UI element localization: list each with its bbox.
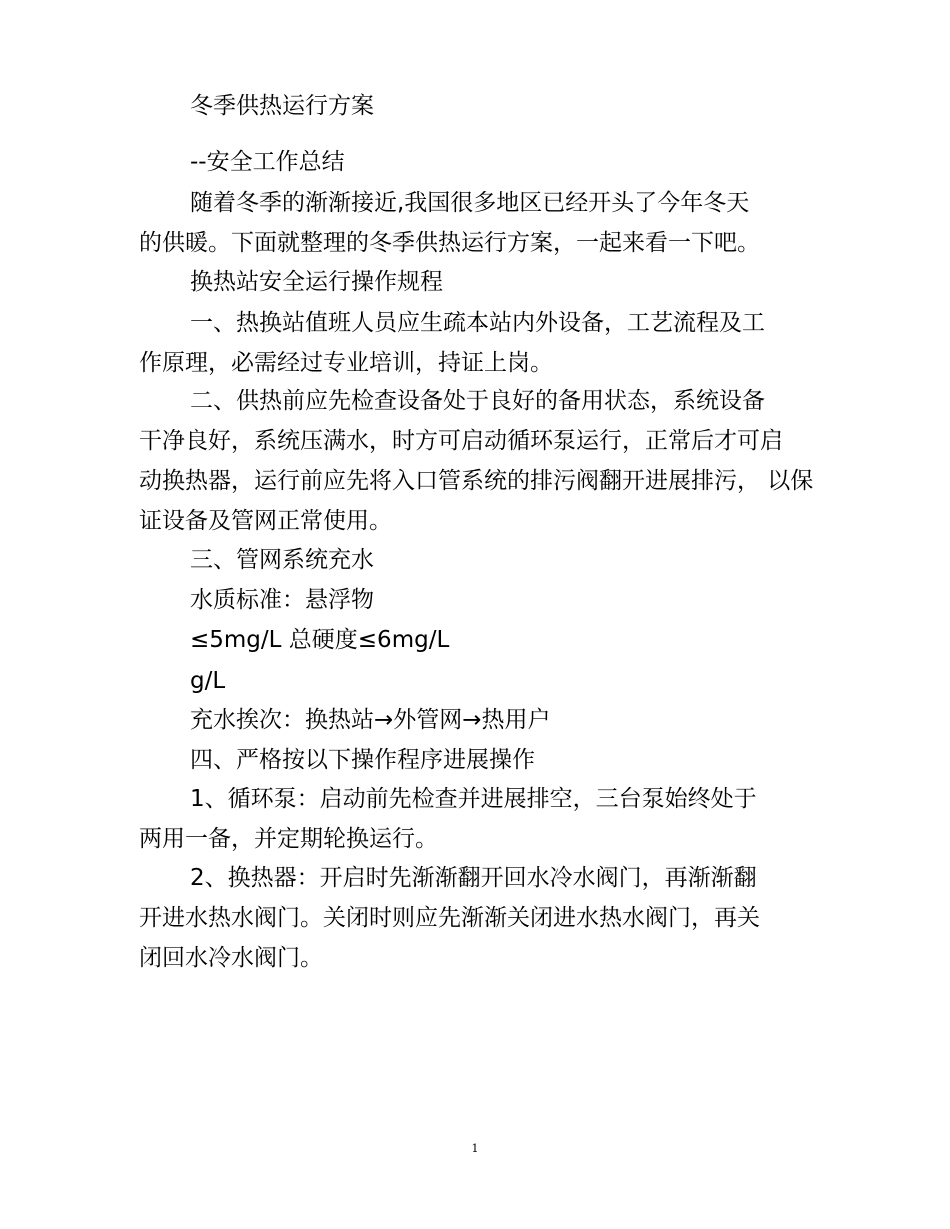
- intro-paragraph: 随着冬季的渐渐接近,我国很多地区已经开头了今年冬天 的供暖。下面就整理的冬季供热运行方案，一起来看一下吧。: [139, 190, 760, 256]
- unit-line: g/L: [190, 668, 226, 694]
- water-quality-line: 水质标准：悬浮物: [190, 587, 374, 613]
- water-limits-line: ≤5mg/L 总硬度≤6mg/L: [190, 627, 450, 653]
- page-number: 1: [471, 1142, 479, 1155]
- fill-order-line: 充水挨次：换热站→外管网→热用户: [190, 707, 551, 733]
- item-1-paragraph: 一、热换站值班人员应生疏本站内外设备，工艺流程及工 作原理，必需经过专业培训，持证上岗。: [139, 310, 765, 376]
- item-4-paragraph: 四、严格按以下操作程序进展操作: [190, 747, 535, 773]
- step-2-paragraph: 2、换热器：开启时先渐渐翻开回水冷水阀门，再渐渐翻 开进水热水阀门。关闭时则应先渐渐关闭进水热水阀门，再关 闭回水冷水阀门。: [139, 865, 760, 971]
- item-3-paragraph: 三、管网系统充水: [190, 547, 374, 573]
- document-title: 冬季供热运行方案: [190, 93, 374, 119]
- document-subtitle: --安全工作总结: [190, 149, 345, 175]
- section-heading: 换热站安全运行操作规程: [190, 269, 443, 295]
- item-2-paragraph: 二、供热前应先检查设备处于良好的备用状态，系统设备 干净良好，系统压满水，时方可启动循环泵运行，正常后才可启 动换热器，运行前应先将入口管系统的排污阀翻开进展排污， 以保 证设备及管网正常使用。: [139, 388, 814, 534]
- step-1-paragraph: 1、循环泵：启动前先检查并进展排空，三台泵始终处于 两用一备，并定期轮换运行。: [139, 786, 757, 852]
